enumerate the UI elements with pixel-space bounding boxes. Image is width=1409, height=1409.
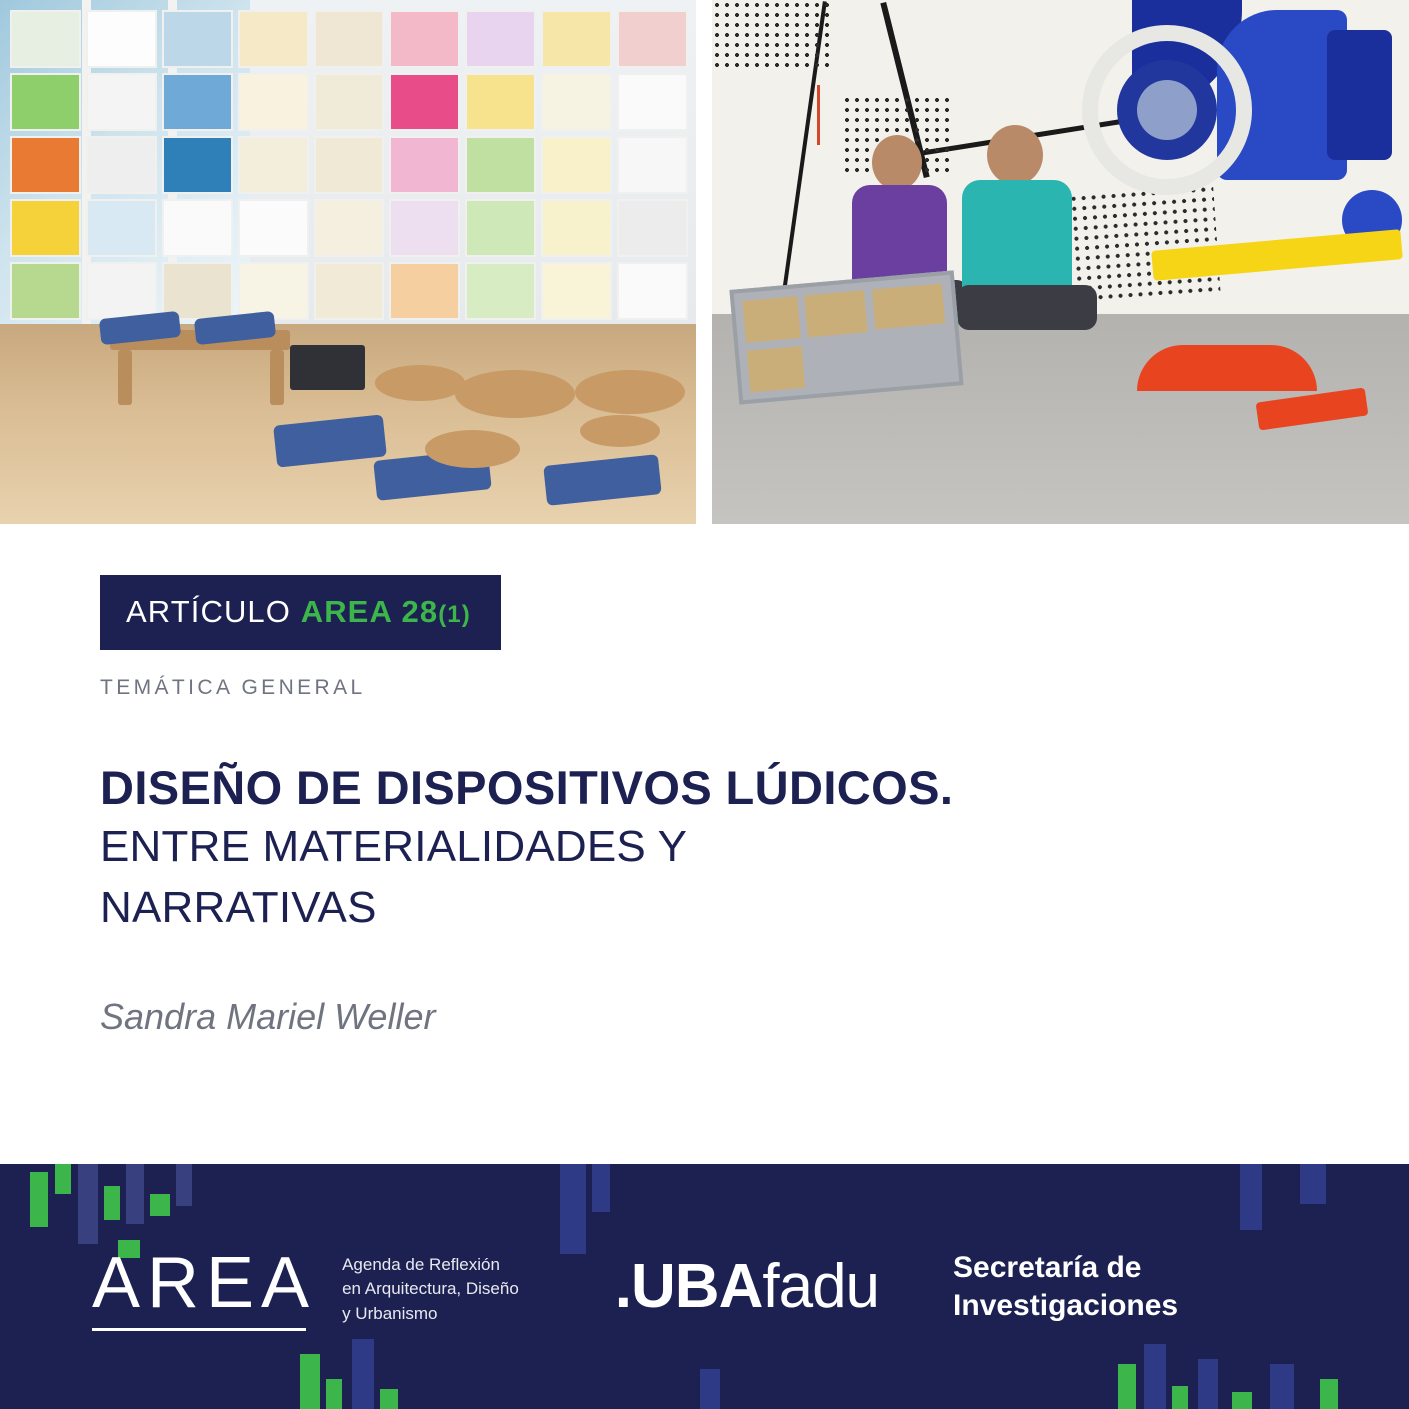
page-title [100, 760, 1280, 936]
title-sub-line-2: NARRATIVAS [100, 882, 377, 932]
footer-content [0, 1164, 1409, 1409]
article-meta [100, 575, 1280, 1038]
uba-text: .UBA [614, 1251, 763, 1321]
secretaria-line-1: Secretaría de [953, 1251, 1142, 1284]
round-table [575, 370, 685, 414]
round-stool [375, 365, 465, 401]
uba-fadu-logo[interactable] [614, 1251, 880, 1321]
tagline-line-2: en Arquitectura, Diseño [342, 1279, 519, 1299]
fadu-text: fadu [762, 1251, 880, 1321]
child-teal-shirt [962, 180, 1072, 300]
child-head [987, 125, 1043, 185]
tagline-line-1: Agenda de Reflexión [342, 1254, 500, 1274]
mural-red-stick [817, 85, 820, 145]
photo-children-playing [712, 0, 1409, 524]
article-badge [100, 575, 501, 650]
child-head [872, 135, 922, 190]
block-tray [729, 270, 963, 404]
round-table [455, 370, 575, 418]
badge-prefix: ARTÍCULO [126, 594, 291, 629]
section-label: TEMÁTICA GENERAL [100, 676, 366, 699]
tagline-line-3: y Urbanismo [342, 1303, 438, 1323]
footer-bar [0, 1164, 1409, 1409]
round-stool [580, 415, 660, 447]
secretaria-line-2: Investigaciones [953, 1288, 1179, 1322]
hero-image-strip [0, 0, 1409, 524]
badge-issue: (1) [438, 601, 471, 628]
author-name: Sandra Mariel Weller [100, 996, 436, 1038]
classroom-shelf-grid [10, 10, 688, 320]
secretaria-investigaciones [953, 1249, 1178, 1324]
table-leg [270, 350, 284, 405]
title-sub-line-1: ENTRE MATERIALIDADES Y [100, 822, 688, 872]
table-leg [118, 350, 132, 405]
child-pants [957, 285, 1097, 330]
photo-classroom [0, 0, 696, 524]
dark-block [290, 345, 365, 390]
title-main: DISEÑO DE DISPOSITIVOS LÚDICOS. [100, 761, 954, 814]
mural-dot-pattern [712, 0, 832, 70]
round-stool [425, 430, 520, 468]
mural-blue-shape [1327, 30, 1392, 160]
badge-journal: AREA 28 [300, 594, 439, 629]
area-logo[interactable]: AREA [92, 1247, 316, 1327]
area-tagline [342, 1253, 519, 1327]
red-arc-block [1137, 345, 1317, 391]
mural-eye-inner [1137, 80, 1197, 140]
